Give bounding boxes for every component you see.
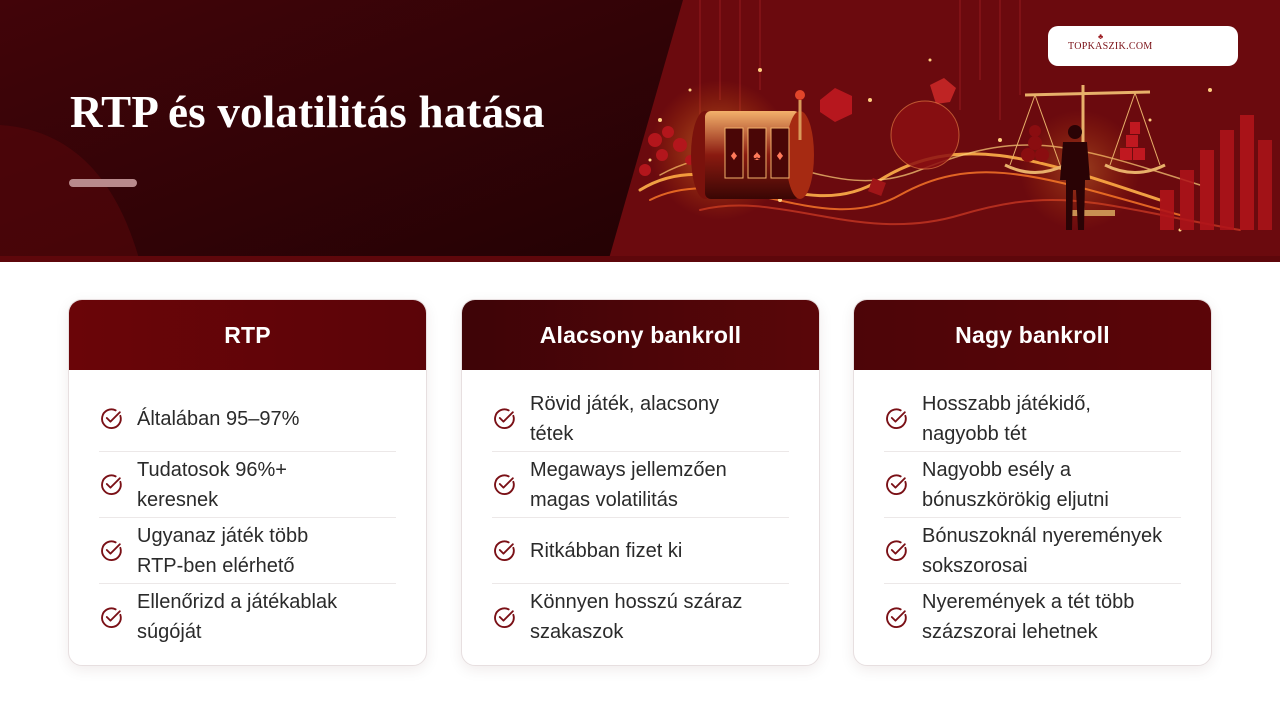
page-title: RTP és volatilitás hatása: [70, 87, 545, 137]
header-banner: [0, 0, 1280, 262]
list-item: [884, 584, 1181, 650]
check-circle-icon: [492, 538, 517, 563]
card-low-bankroll: [461, 299, 820, 666]
list-item: [884, 518, 1181, 584]
check-circle-icon: [492, 605, 517, 630]
list-item-text: Ugyanaz játék több RTP-ben elérhető: [137, 524, 309, 577]
list-item-text: Hosszabb játékidő, nagyobb tét: [922, 392, 1091, 445]
list-item: [492, 518, 789, 584]
card-high-bankroll: [853, 299, 1212, 666]
list-item-text: Nyeremények a tét több százszorai lehetnek: [922, 591, 1135, 643]
list-item: [492, 584, 789, 650]
list-item: [884, 386, 1181, 452]
list-item: [884, 452, 1181, 518]
list-item-text: Tudatosok 96%+ keresnek: [137, 458, 287, 511]
list-item-text: Rövid játék, alacsony tétek: [530, 392, 719, 445]
card-header: Nagy bankroll: [854, 300, 1211, 370]
check-circle-icon: [99, 406, 124, 431]
svg-text:♦: ♦: [730, 147, 738, 163]
banner-bottom-line: [0, 256, 1280, 262]
list-item: [492, 386, 789, 452]
check-circle-icon: [884, 538, 909, 563]
check-circle-icon: [99, 538, 124, 563]
svg-text:♦: ♦: [776, 147, 784, 163]
list-item-text: Megaways jellemzően magas volatilitás: [530, 458, 727, 511]
list-item-text: Nagyobb esély a bónuszkörökig eljutni: [922, 458, 1109, 511]
card-list: [462, 370, 819, 650]
check-circle-icon: [492, 472, 517, 497]
check-circle-icon: [884, 605, 909, 630]
card-rtp: [68, 299, 427, 666]
card-list: [854, 370, 1211, 650]
check-circle-icon: [492, 406, 517, 431]
card-header: RTP: [69, 300, 426, 370]
list-item-text: Könnyen hosszú száraz szakaszok: [530, 591, 743, 643]
list-item-text: Bónuszoknál nyeremények sokszorosai: [922, 524, 1163, 577]
list-item: [99, 452, 396, 518]
card-list: [69, 370, 426, 650]
crown-icon: ♣: [1098, 31, 1104, 41]
title-underline: [69, 179, 137, 187]
list-item-text: Ritkábban fizet ki: [530, 539, 683, 562]
logo-text: TOPKASZIK.COM: [1068, 40, 1153, 52]
logo: [1068, 31, 1153, 52]
list-item: [99, 584, 396, 650]
list-item: [99, 518, 396, 584]
list-item: [99, 386, 396, 452]
logo-badge[interactable]: [1048, 26, 1238, 66]
svg-text:♠: ♠: [753, 147, 761, 163]
check-circle-icon: [99, 605, 124, 630]
card-header: Alacsony bankroll: [462, 300, 819, 370]
list-item-text: Ellenőrizd a játékablak súgóját: [137, 591, 338, 643]
list-item: [492, 452, 789, 518]
check-circle-icon: [884, 472, 909, 497]
check-circle-icon: [99, 472, 124, 497]
check-circle-icon: [884, 406, 909, 431]
list-item-text: Általában 95–97%: [137, 407, 300, 430]
